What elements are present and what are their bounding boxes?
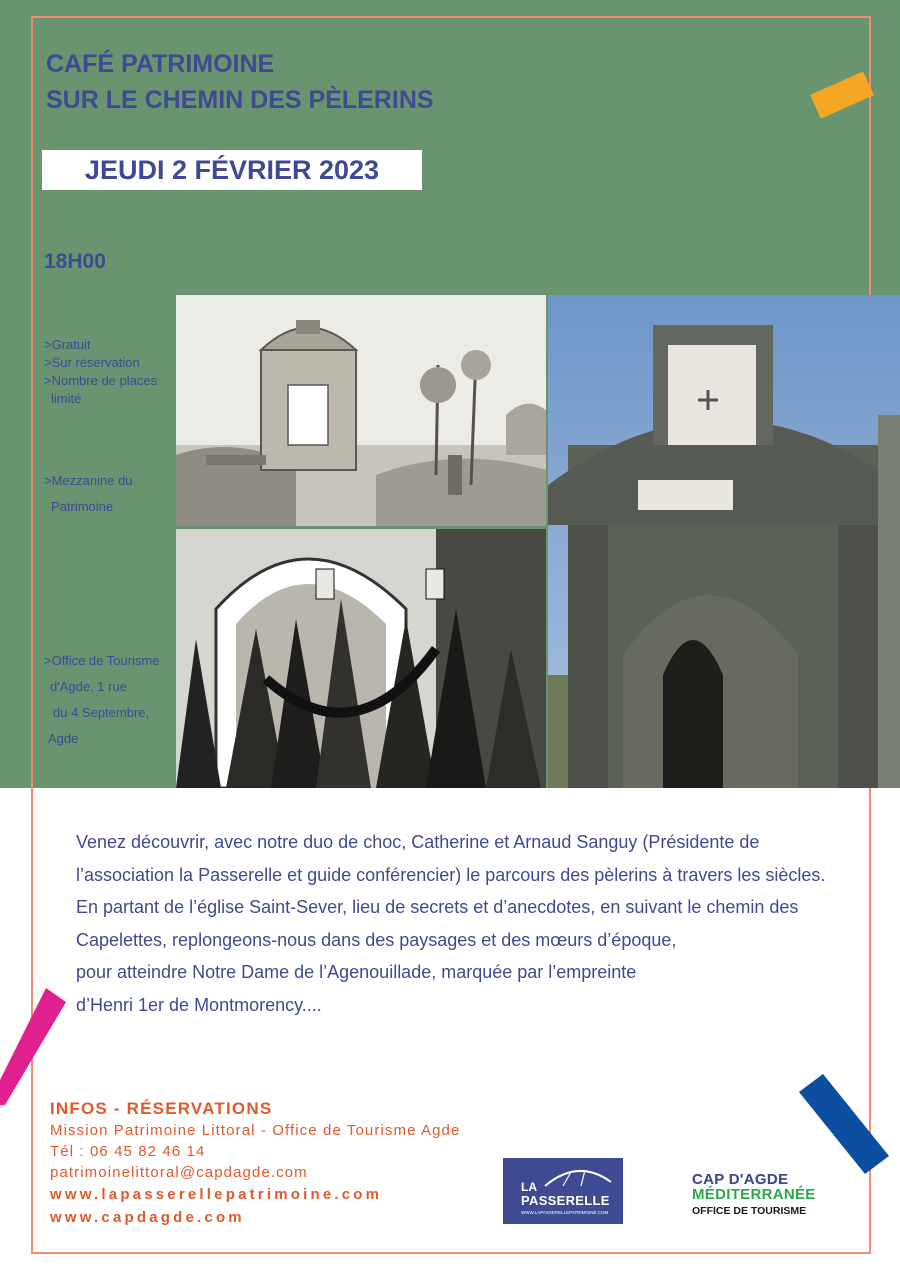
passerelle-logo-line1: LA (521, 1180, 537, 1194)
contact-website-link[interactable]: www.lapasserellepatrimoine.com (50, 1186, 383, 1203)
event-time: 18H00 (44, 250, 106, 273)
bridge-arc-icon (543, 1164, 613, 1188)
title-line-2: SUR LE CHEMIN DES PÈLERINS (46, 86, 434, 114)
blue-bar-icon (795, 1070, 895, 1180)
info-address (44, 648, 160, 752)
cap-agde-logo (692, 1172, 842, 1228)
event-date: JEUDI 2 FÉVRIER 2023 (42, 150, 422, 190)
description-paragraph: pour atteindre Notre Dame de l’Agenouillade, marquée par l’empreinte (76, 962, 637, 982)
info-price (44, 336, 157, 408)
contact-block (50, 1098, 460, 1229)
info-line: >Office de Tourisme (44, 653, 160, 668)
info-line: Agde (48, 731, 79, 746)
cap-logo-line3: OFFICE DE TOURISME (692, 1205, 807, 1217)
stone-chapel-photo (548, 295, 900, 788)
contact-heading: INFOS - RÉSERVATIONS (50, 1099, 273, 1118)
info-line: limité (51, 391, 82, 406)
procession-engraving-image (176, 529, 546, 788)
orange-bar-icon (805, 68, 880, 126)
magenta-bar-icon (0, 980, 70, 1105)
cap-logo-line2: MÉDITERRANÉE (692, 1186, 816, 1203)
contact-website-link[interactable]: www.capdagde.com (50, 1209, 245, 1226)
info-line: >Sur réservation (44, 355, 140, 370)
passerelle-logo-line2: PASSERELLE (521, 1193, 610, 1208)
info-line: Patrimoine (51, 499, 114, 514)
contact-email[interactable]: patrimoinelittoral@capdagde.com (50, 1164, 308, 1181)
passerelle-logo-url: WWW.LAPASSERELLEPATRIMOINE.COM (521, 1210, 609, 1215)
title-line-1: CAFÉ PATRIMOINE (46, 50, 275, 78)
info-place (44, 468, 133, 520)
contact-org: Mission Patrimoine Littoral - Office de Tourisme Agde (50, 1122, 461, 1139)
info-line: >Gratuit (44, 337, 91, 352)
description-paragraph: d’Henri 1er de Montmorency.... (76, 994, 322, 1015)
info-line: >Mezzanine du (44, 473, 133, 488)
description-paragraph: Venez découvrir, avec notre duo de choc, Catherine et Arnaud Sanguy (Présidente de l’association la Passerelle et guide conférencier) le parcours des pèlerins à travers les siècles. (76, 832, 826, 885)
contact-phone[interactable]: Tél : 06 45 82 46 14 (50, 1143, 206, 1160)
cap-logo-line1: CAP D'AGDE (692, 1172, 842, 1187)
passerelle-logo (503, 1158, 623, 1224)
info-line: >Nombre de places (44, 373, 158, 388)
info-line: d'Agde, 1 rue (50, 679, 127, 694)
event-description (76, 826, 846, 1021)
event-title (46, 46, 434, 118)
chapel-engraving-image (176, 295, 546, 526)
description-paragraph: En partant de l’église Saint-Sever, lieu de secrets et d’anecdotes, en suivant le chemin des Capelettes, replongeons-nous dans des paysages et des mœurs d’époque, (76, 897, 799, 950)
info-line: du 4 Septembre, (53, 705, 150, 720)
